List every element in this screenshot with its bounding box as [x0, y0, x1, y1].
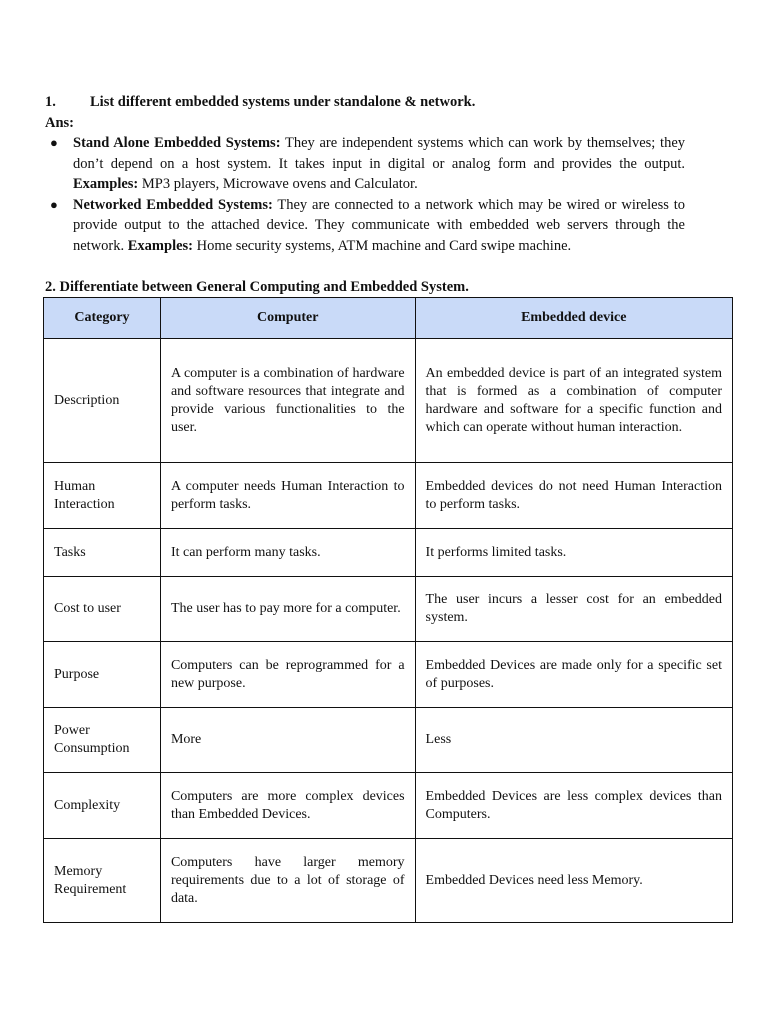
- bullet-term: Stand Alone Embedded Systems:: [73, 135, 281, 151]
- computer-cell: More: [160, 708, 415, 773]
- embedded-cell: An embedded device is part of an integrated system that is formed as a combination of computer hardware and software for a specific function and which can operate without human interaction.: [415, 339, 732, 463]
- table-row: [44, 708, 733, 773]
- computer-cell: A computer needs Human Interaction to perform tasks.: [160, 463, 415, 529]
- bullet-standalone: [45, 133, 685, 195]
- embedded-cell: Less: [415, 708, 732, 773]
- header-category: Category: [44, 298, 161, 339]
- table-row: [44, 839, 733, 923]
- table-row: [44, 577, 733, 642]
- examples-label: Examples:: [73, 176, 139, 192]
- category-cell: Tasks: [44, 529, 161, 577]
- header-computer: Computer: [160, 298, 415, 339]
- comparison-table: [43, 297, 733, 923]
- examples-text: MP3 players, Microwave ovens and Calculator.: [138, 176, 418, 192]
- embedded-cell: Embedded Devices are made only for a specific set of purposes.: [415, 642, 732, 708]
- table-row: [44, 529, 733, 577]
- table-row: [44, 463, 733, 529]
- bullet-description: They are connected to a network which may be wired or wireless to provide output to the attached device. They communicate with embedded web servers through the network.: [73, 196, 685, 254]
- question-1-heading: [45, 92, 685, 113]
- bullet-dot-icon: ●: [50, 135, 58, 150]
- table-row: [44, 339, 733, 463]
- category-cell: Description: [44, 339, 161, 463]
- question-1: [45, 92, 685, 256]
- computer-cell: A computer is a combination of hardware and software resources that integrate and provide various functionalities to the user.: [160, 339, 415, 463]
- examples-label: Examples:: [127, 237, 194, 254]
- embedded-cell: Embedded Devices need less Memory.: [415, 839, 732, 923]
- bullet-term: Networked Embedded Systems:: [73, 196, 273, 213]
- computer-cell: Computers are more complex devices than Embedded Devices.: [160, 773, 415, 839]
- computer-cell: Computers have larger memory requirements due to a lot of storage of data.: [160, 839, 415, 923]
- computer-cell: The user has to pay more for a computer.: [160, 577, 415, 642]
- embedded-cell: It performs limited tasks.: [415, 529, 732, 577]
- embedded-cell: Embedded devices do not need Human Interaction to perform tasks.: [415, 463, 732, 529]
- answer-bullet-list: [45, 133, 685, 256]
- category-cell: Power Consumption: [44, 708, 161, 773]
- table-header-row: [44, 298, 733, 339]
- category-cell: Memory Requirement: [44, 839, 161, 923]
- question-1-number: 1.: [45, 94, 56, 110]
- embedded-cell: Embedded Devices are less complex devices than Computers.: [415, 773, 732, 839]
- bullet-dot-icon: ●: [50, 196, 58, 212]
- computer-cell: Computers can be reprogrammed for a new purpose.: [160, 642, 415, 708]
- table-row: [44, 773, 733, 839]
- bullet-networked: [45, 195, 685, 257]
- category-cell: Purpose: [44, 642, 161, 708]
- computer-cell: It can perform many tasks.: [160, 529, 415, 577]
- header-embedded-device: Embedded device: [415, 298, 732, 339]
- examples-text: Home security systems, ATM machine and Card swipe machine.: [193, 237, 572, 254]
- embedded-cell: The user incurs a lesser cost for an embedded system.: [415, 577, 732, 642]
- category-cell: Complexity: [44, 773, 161, 839]
- answer-label: Ans:: [45, 114, 75, 131]
- category-cell: Human Interaction: [44, 463, 161, 529]
- question-1-text: List different embedded systems under standalone & network.: [90, 94, 476, 110]
- table-row: [44, 642, 733, 708]
- category-cell: Cost to user: [44, 577, 161, 642]
- bullet-description: They are independent systems which can work by themselves; they don’t depend on a host system. It takes input in digital or analog form and provides the output.: [73, 135, 686, 172]
- question-2-heading: 2. Differentiate between General Computing and Embedded System.: [45, 279, 469, 295]
